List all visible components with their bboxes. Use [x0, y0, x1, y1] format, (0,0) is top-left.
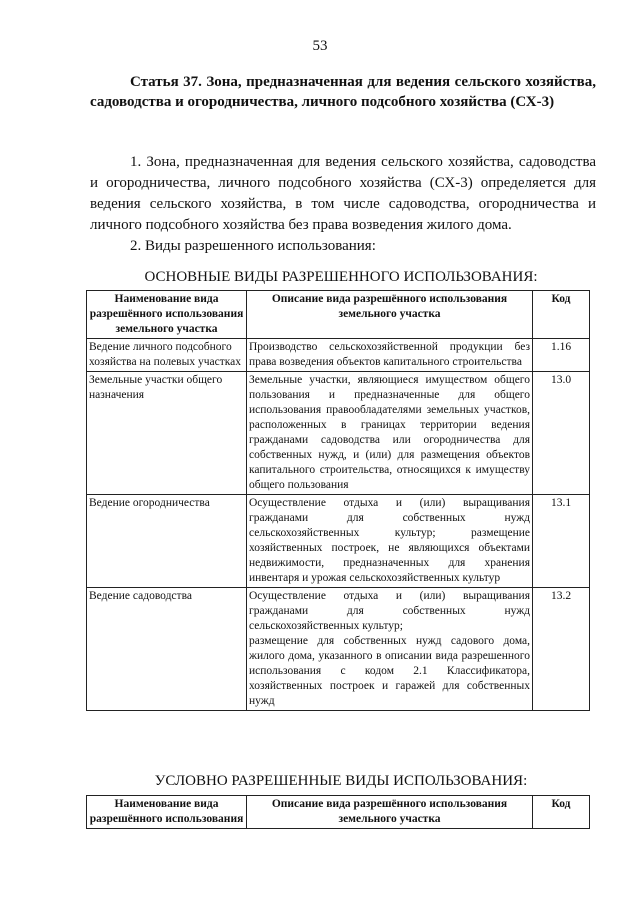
header-name: Наименование вида разрешённого использования земельного участка [87, 291, 247, 339]
use-name-cell: Ведение огородничества [87, 495, 247, 588]
header-code: Код [533, 796, 590, 829]
article-title: Зона, предназначенная для ведения сельского хозяйства, садоводства и огородничества, личного подсобного хозяйства (СХ-3) [90, 74, 596, 110]
use-description-cell [247, 588, 533, 711]
use-name-cell: Ведение личного подсобного хозяйства на полевых участках [87, 339, 247, 372]
paragraph-2: 2. Виды разрешенного использования: [130, 238, 376, 254]
description-text: размещение для собственных нужд садового дома, жилого дома, указанного в описании вида разрешенного использования с кодом 2.1 Классификатора, хозяйственных построек и гаражей для собственных нужд [249, 635, 530, 707]
use-description-cell [247, 495, 533, 588]
description-text: Осуществление отдыха и (или) выращивания гражданами для собственных нужд сельскохозяйственных культур; размещение хозяйственных построек, не являющихся объектами недвижимости, предназначенных для хранения инвентаря и урожая сельскохозяйственных культур [249, 497, 530, 584]
use-description-cell [247, 372, 533, 495]
table-row [87, 372, 590, 495]
main-uses-table [86, 290, 590, 711]
table-header-row [87, 291, 590, 339]
main-section-title: ОСНОВНЫЕ ВИДЫ РАЗРЕШЕННОГО ИСПОЛЬЗОВАНИЯ: [144, 269, 538, 285]
header-description: Описание вида разрешённого использования земельного участка [247, 291, 533, 339]
paragraph-1: 1. Зона, предназначенная для ведения сельского хозяйства, садоводства и огородничества, личного подсобного хозяйства (СХ-3) определяется для ведения сельского хозяйства, в том числе садоводства, огородничества и личного подсобного хозяйства без права возведения жилого дома. [90, 154, 596, 233]
description-text: Земельные участки, являющиеся имуществом общего пользования и предназначенные для общего использования правообладателями земельных участков, расположенных в границах территории ведения гражданами садоводства или огородничества для собственных нужд, и (или) для размещения объектов капитального строительства, относящихся к имуществу общего пользования [249, 374, 530, 491]
use-code-cell: 13.2 [533, 588, 590, 711]
conditional-section-title: УСЛОВНО РАЗРЕШЕННЫЕ ВИДЫ ИСПОЛЬЗОВАНИЯ: [154, 773, 528, 789]
article-heading [90, 72, 596, 112]
article-prefix: Статья 37. [130, 74, 202, 90]
use-code-cell: 13.1 [533, 495, 590, 588]
table-row [87, 495, 590, 588]
table-row [87, 588, 590, 711]
page-number: 53 [312, 38, 328, 54]
use-code-cell: 13.0 [533, 372, 590, 495]
table-row [87, 339, 590, 372]
table-header-row [87, 796, 590, 829]
use-name-cell: Ведение садоводства [87, 588, 247, 711]
description-text: Производство сельскохозяйственной продукции без права возведения объектов капитального строительства [249, 341, 530, 368]
header-code: Код [533, 291, 590, 339]
header-name: Наименование вида разрешённого использования [87, 796, 247, 829]
use-name-cell: Земельные участки общего назначения [87, 372, 247, 495]
use-description-cell [247, 339, 533, 372]
description-text: Осуществление отдыха и (или) выращивания гражданами для собственных нужд сельскохозяйственных культур; [249, 590, 530, 632]
use-code-cell: 1.16 [533, 339, 590, 372]
conditional-uses-table [86, 795, 590, 829]
header-description: Описание вида разрешённого использования земельного участка [247, 796, 533, 829]
